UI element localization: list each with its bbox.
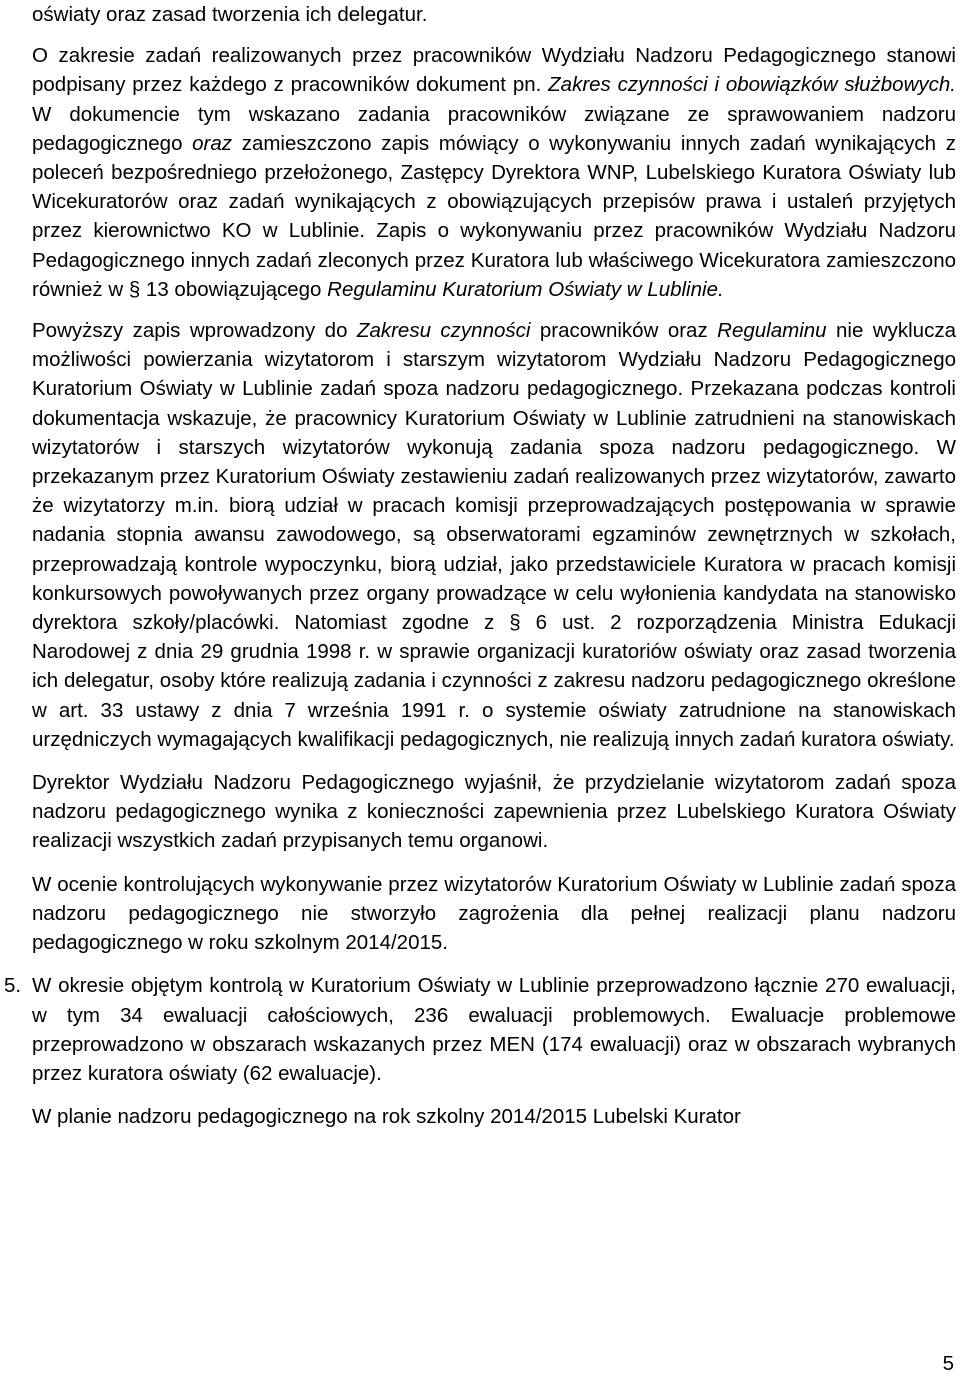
document-page: [4, 0, 956, 1131]
italic-document-title: Zakres czynności i obowiązków służbowych.: [548, 73, 956, 97]
text-segment: W planie nadzoru pedagogicznego na rok szkolny 2014/2015 Lubelski Kurator: [32, 1105, 741, 1129]
text-segment: pracowników oraz: [530, 319, 718, 343]
paragraph-director-explanation: [32, 768, 956, 856]
paragraph-additional-tasks: [32, 316, 956, 754]
text-segment: W ocenie kontrolujących wykonywanie przez wizytatorów Kuratorium Oświaty w Lublinie zadań spoza nadzoru pedagogicznego nie stworzyło zagrożenia dla pełnej realizacji planu nadzoru pedagogicznego w roku szkolnym 2014/2015.: [32, 872, 956, 955]
text-segment: W dokumencie tym wskazano zadania pracowników związane ze sprawowaniem nadzoru pedagogicznego: [32, 102, 956, 155]
italic-scope-title: Zakresu czynności: [356, 319, 531, 343]
text-segment: Dyrektor Wydziału Nadzoru Pedagogicznego wyjaśnił, że przydzielanie wizytatorom zadań spoza nadzoru pedagogicznego wynika z konieczności zapewnienia przez Lubelskiego Kuratora Oświaty realizacji wszystkich zadań przypisanych temu organowi.: [32, 771, 956, 853]
text-segment: Powyższy zapis wprowadzony do: [32, 319, 357, 343]
text-segment: oświaty oraz zasad tworzenia ich delegatur.: [32, 3, 428, 26]
paragraph-assessment: [32, 870, 956, 958]
list-item-5: [4, 971, 956, 1088]
italic-word: oraz: [192, 131, 233, 155]
list-item-text: W okresie objętym kontrolą w Kuratorium Oświaty w Lublinie przeprowadzono łącznie 270 ewaluacji, w tym 34 ewaluacji całościowych, 236 ewaluacji problemowych. Ewaluacje problemowe przeprowadzono w obszarach wskazanych przez MEN (174 ewaluacji) oraz w obszarach wybranych przez kuratora oświaty (62 ewaluacje).: [32, 974, 956, 1085]
italic-regulation-word: Regulaminu: [717, 319, 827, 343]
text-segment: nie wyklucza możliwości powierzania wizytatorom i starszym wizytatorom Wydziału Nadzoru Pedagogicznego Kuratorium Oświaty w Lublinie zadań spoza nadzoru pedagogicznego. Przekazana podczas kontroli dokumentacja wskazuje, że pracownicy Kuratorium Oświaty w Lublinie zatrudnieni na stanowiskach wizytatorów i starszych wizytatorów wykonują zadania spoza nadzoru pedagogicznego. W przekazanym przez Kuratorium Oświaty zestawieniu zadań realizowanych przez wizytatorów, zawarto że wizytatorzy m.in. biorą udział w pracach komisji przeprowadzających postępowania w sprawie nadania stopnia awansu zawodowego, są obserwatorami egzaminów zewnętrznych w szkołach, przeprowadzają kontrole wypoczynku, biorą udział, jako przedstawiciele Kuratora w pracach komisji konkursowych powoływanych przez organy prowadzące w celu wyłonienia kandydata na stanowisko dyrektora szkoły/placówki. Natomiast zgodne z § 6 ust. 2 rozporządzenia Ministra Edukacji Narodowej z dnia 29 grudnia 1998 r. w sprawie organizacji kuratoriów oświaty oraz zasad tworzenia ich delegatur, osoby które realizują zadania i czynności z zakresu nadzoru pedagogicznego określone w art. 33 ustawy z dnia 7 września 1991 r. o systemie oświaty zatrudnione na stanowiskach urzędniczych wymagających kwalifikacji pedagogicznych, nie realizują innych zadań kuratora oświaty.: [32, 319, 956, 751]
text-segment: O zakresie zadań realizowanych przez pracowników Wydziału Nadzoru Pedagogicznego stanowi podpisany przez każdego z pracowników dokument pn.: [32, 44, 956, 97]
italic-regulation-title: Regulaminu Kuratorium Oświaty w Lublinie.: [327, 277, 724, 301]
page-number: 5: [942, 1352, 954, 1375]
paragraph-intro-continuation: [32, 0, 956, 29]
text-segment: zamieszczono zapis mówiący o wykonywaniu innych zadań wynikających z poleceń bezpośredniego przełożonego, Zastępcy Dyrektora WNP, Lubelskiego Kuratora Oświaty lub Wicekuratorów oraz zadań wynikających z obowiązujących przepisów prawa i ustaleń przyjętych przez kierownictwo KO w Lublinie. Zapis o wykonywaniu przez pracowników Wydziału Nadzoru Pedagogicznego innych zadań zleconych przez Kuratora lub właściwego Wicekuratora zamieszczono również w § 13 obowiązującego: [32, 131, 956, 301]
list-item-number: 5.: [4, 974, 22, 998]
paragraph-plan: [32, 1102, 956, 1131]
paragraph-task-scope: [32, 41, 956, 304]
